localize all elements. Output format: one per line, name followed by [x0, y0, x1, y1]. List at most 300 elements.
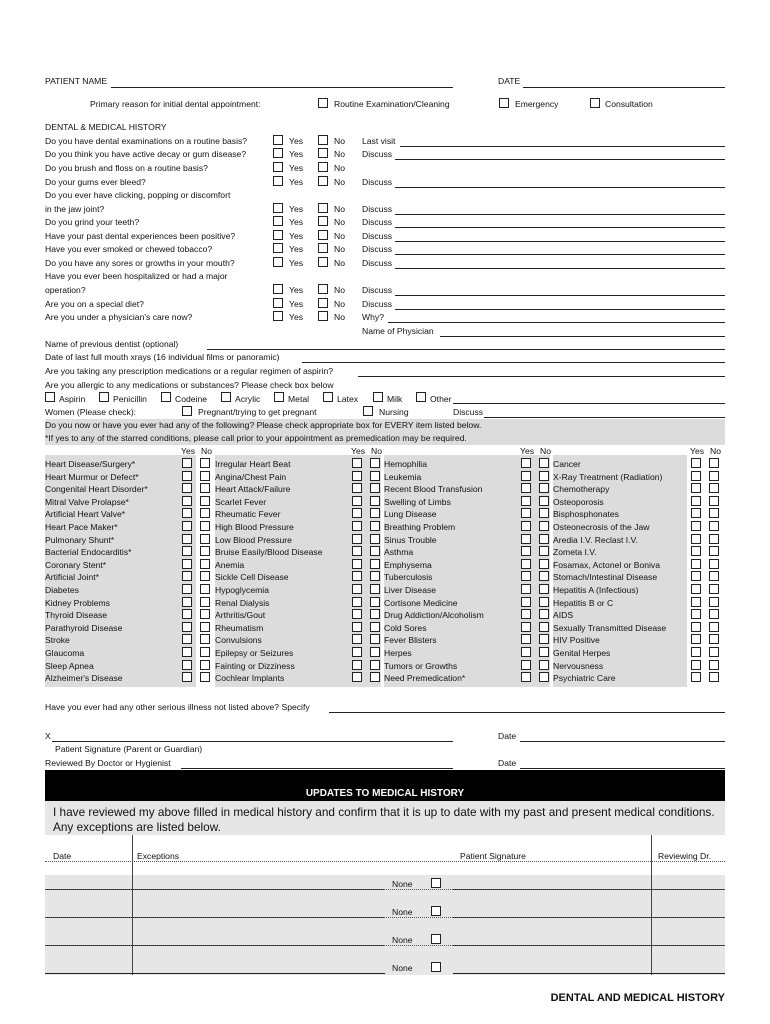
- condition-yes-checkbox[interactable]: [691, 622, 701, 632]
- reviewed-date-field[interactable]: [520, 768, 725, 769]
- condition-no-checkbox[interactable]: [370, 458, 380, 468]
- condition-no-checkbox[interactable]: [539, 483, 549, 493]
- question-text: Have your past dental experiences been positive?: [45, 231, 236, 241]
- question-followup-field[interactable]: [395, 254, 725, 255]
- condition-no-checkbox[interactable]: [709, 609, 719, 619]
- question-followup-field[interactable]: [400, 146, 725, 147]
- condition-yes-checkbox[interactable]: [521, 634, 531, 644]
- condition-yes-checkbox[interactable]: [691, 508, 701, 518]
- conditions-yes-header: Yes: [351, 446, 366, 456]
- question-followup-field[interactable]: [395, 214, 725, 215]
- condition-no-checkbox[interactable]: [370, 546, 380, 556]
- condition-label: Mitral Valve Prolapse*: [45, 497, 129, 507]
- question-yes-checkbox[interactable]: [273, 148, 283, 158]
- condition-yes-checkbox[interactable]: [352, 647, 362, 657]
- question-yes-checkbox[interactable]: [273, 176, 283, 186]
- condition-no-checkbox[interactable]: [709, 521, 719, 531]
- condition-label: Zometa I.V.: [553, 547, 597, 557]
- condition-no-checkbox[interactable]: [709, 660, 719, 670]
- reviewed-date-label: Date: [498, 758, 517, 768]
- question-yes-checkbox[interactable]: [273, 243, 283, 253]
- condition-yes-checkbox[interactable]: [182, 609, 192, 619]
- conditions-yes-header: Yes: [520, 446, 535, 456]
- question-prefix: Have you ever been hospitalized or had a major: [45, 271, 228, 281]
- condition-no-checkbox[interactable]: [200, 471, 210, 481]
- condition-label: Bruise Easily/Blood Disease: [215, 547, 323, 557]
- condition-yes-checkbox[interactable]: [182, 508, 192, 518]
- condition-no-checkbox[interactable]: [370, 571, 380, 581]
- condition-no-checkbox[interactable]: [200, 634, 210, 644]
- question-no-checkbox[interactable]: [318, 284, 328, 294]
- patient-name-field[interactable]: [111, 87, 453, 88]
- condition-no-checkbox[interactable]: [539, 571, 549, 581]
- allergy-checkbox-latex[interactable]: [323, 392, 333, 402]
- condition-label: Rheumatism: [215, 623, 264, 633]
- question-yes-checkbox[interactable]: [273, 284, 283, 294]
- condition-label: Renal Dialysis: [215, 598, 270, 608]
- conditions-no-header: No: [710, 446, 721, 456]
- condition-no-checkbox[interactable]: [370, 559, 380, 569]
- nursing-checkbox[interactable]: [363, 406, 373, 416]
- condition-yes-checkbox[interactable]: [691, 597, 701, 607]
- question-yes-label: Yes: [289, 231, 304, 241]
- condition-yes-checkbox[interactable]: [691, 660, 701, 670]
- aspirin-field[interactable]: [358, 376, 725, 377]
- updates-row-separator: [45, 861, 725, 862]
- condition-yes-checkbox[interactable]: [182, 559, 192, 569]
- condition-yes-checkbox[interactable]: [182, 571, 192, 581]
- condition-label: Breathing Problem: [384, 522, 456, 532]
- condition-yes-checkbox[interactable]: [352, 559, 362, 569]
- condition-label: Epilepsy or Seizures: [215, 648, 294, 658]
- reason-checkbox-emergency[interactable]: [499, 98, 509, 108]
- condition-no-checkbox[interactable]: [370, 647, 380, 657]
- condition-label: Heart Disease/Surgery*: [45, 459, 136, 469]
- condition-label: Leukemia: [384, 472, 422, 482]
- condition-yes-checkbox[interactable]: [182, 521, 192, 531]
- condition-yes-checkbox[interactable]: [691, 471, 701, 481]
- condition-no-checkbox[interactable]: [539, 471, 549, 481]
- condition-no-checkbox[interactable]: [200, 483, 210, 493]
- question-no-checkbox[interactable]: [318, 216, 328, 226]
- condition-no-checkbox[interactable]: [709, 508, 719, 518]
- condition-label: High Blood Pressure: [215, 522, 294, 532]
- condition-label: Heart Murmur or Defect*: [45, 472, 139, 482]
- conditions-instruction-1: Do you now or have you ever had any of the following? Please check appropriate box for EVERY item listed below.: [45, 420, 482, 430]
- allergy-checkbox-milk[interactable]: [373, 392, 383, 402]
- condition-yes-checkbox[interactable]: [182, 458, 192, 468]
- condition-yes-checkbox[interactable]: [521, 597, 531, 607]
- condition-no-checkbox[interactable]: [370, 521, 380, 531]
- condition-yes-checkbox[interactable]: [691, 571, 701, 581]
- condition-yes-checkbox[interactable]: [691, 609, 701, 619]
- updates-none-label: None: [392, 963, 413, 973]
- condition-no-checkbox[interactable]: [370, 508, 380, 518]
- question-text: Do your gums ever bleed?: [45, 177, 146, 187]
- condition-no-checkbox[interactable]: [709, 546, 719, 556]
- question-followup-field[interactable]: [388, 322, 725, 323]
- condition-label: Cortisone Medicine: [384, 598, 458, 608]
- condition-no-checkbox[interactable]: [709, 584, 719, 594]
- condition-yes-checkbox[interactable]: [691, 483, 701, 493]
- updates-none-checkbox[interactable]: [431, 934, 441, 944]
- condition-no-checkbox[interactable]: [370, 471, 380, 481]
- xrays-field[interactable]: [302, 362, 725, 363]
- question-yes-checkbox[interactable]: [273, 216, 283, 226]
- condition-label: Herpes: [384, 648, 412, 658]
- condition-label: Anemia: [215, 560, 245, 570]
- condition-yes-checkbox[interactable]: [182, 647, 192, 657]
- updates-signature-field[interactable]: [453, 973, 725, 974]
- question-followup-label: Discuss: [362, 149, 393, 159]
- physician-name-field[interactable]: [440, 336, 725, 337]
- condition-yes-checkbox[interactable]: [182, 471, 192, 481]
- condition-label: Heart Pace Maker*: [45, 522, 118, 532]
- previous-dentist-label: Name of previous dentist (optional): [45, 339, 179, 349]
- condition-label: Aredia I.V. Reclast I.V.: [553, 535, 638, 545]
- condition-label: Lung Disease: [384, 509, 437, 519]
- question-yes-label: Yes: [289, 136, 304, 146]
- condition-no-checkbox[interactable]: [200, 609, 210, 619]
- condition-yes-checkbox[interactable]: [182, 483, 192, 493]
- condition-yes-checkbox[interactable]: [182, 660, 192, 670]
- condition-no-checkbox[interactable]: [200, 571, 210, 581]
- question-followup-label: Discuss: [362, 217, 393, 227]
- reviewed-by-field[interactable]: [181, 768, 453, 769]
- condition-yes-checkbox[interactable]: [521, 584, 531, 594]
- question-yes-label: Yes: [289, 285, 304, 295]
- condition-label: Fosamax, Actonel or Boniva: [553, 560, 660, 570]
- women-discuss-label: Discuss: [453, 407, 484, 417]
- condition-yes-checkbox[interactable]: [521, 521, 531, 531]
- question-yes-checkbox[interactable]: [273, 311, 283, 321]
- condition-no-checkbox[interactable]: [539, 559, 549, 569]
- condition-yes-checkbox[interactable]: [521, 672, 531, 682]
- condition-label: Thyroid Disease: [45, 610, 108, 620]
- allergy-checkbox-aspirin[interactable]: [45, 392, 55, 402]
- question-yes-checkbox[interactable]: [273, 203, 283, 213]
- condition-yes-checkbox[interactable]: [521, 534, 531, 544]
- conditions-instruction-2: *If yes to any of the starred conditions, please call prior to your appointment as premedication may be required.: [45, 433, 467, 443]
- condition-no-checkbox[interactable]: [370, 483, 380, 493]
- question-yes-checkbox[interactable]: [273, 257, 283, 267]
- condition-no-checkbox[interactable]: [539, 672, 549, 682]
- question-yes-label: Yes: [289, 299, 304, 309]
- condition-no-checkbox[interactable]: [709, 458, 719, 468]
- question-text: in the jaw joint?: [45, 204, 105, 214]
- question-followup-field[interactable]: [395, 241, 725, 242]
- condition-yes-checkbox[interactable]: [521, 609, 531, 619]
- condition-label: Rheumatic Fever: [215, 509, 281, 519]
- condition-no-checkbox[interactable]: [539, 584, 549, 594]
- condition-yes-checkbox[interactable]: [521, 471, 531, 481]
- condition-no-checkbox[interactable]: [709, 622, 719, 632]
- pregnant-checkbox[interactable]: [182, 406, 192, 416]
- question-followup-field[interactable]: [395, 159, 725, 160]
- updates-none-label: None: [392, 879, 413, 889]
- women-label: Women (Please check):: [45, 407, 137, 417]
- condition-label: Arthritis/Gout: [215, 610, 266, 620]
- updates-row-separator: [45, 917, 725, 918]
- date-label: DATE: [498, 76, 521, 86]
- condition-label: Scarlet Fever: [215, 497, 267, 507]
- date-field[interactable]: [523, 87, 725, 88]
- question-no-label: No: [334, 136, 345, 146]
- condition-label: Hypoglycemia: [215, 585, 269, 595]
- condition-no-checkbox[interactable]: [709, 634, 719, 644]
- condition-no-checkbox[interactable]: [370, 534, 380, 544]
- other-illness-field[interactable]: [329, 712, 725, 713]
- condition-yes-checkbox[interactable]: [521, 458, 531, 468]
- updates-divider-2: [651, 835, 652, 975]
- question-no-label: No: [334, 231, 345, 241]
- condition-no-checkbox[interactable]: [370, 584, 380, 594]
- question-no-checkbox[interactable]: [318, 148, 328, 158]
- condition-yes-checkbox[interactable]: [521, 647, 531, 657]
- condition-yes-checkbox[interactable]: [691, 496, 701, 506]
- question-yes-label: Yes: [289, 217, 304, 227]
- condition-no-checkbox[interactable]: [539, 534, 549, 544]
- condition-yes-checkbox[interactable]: [352, 458, 362, 468]
- condition-label: Nervousness: [553, 661, 604, 671]
- condition-label: Glaucoma: [45, 648, 85, 658]
- question-no-checkbox[interactable]: [318, 176, 328, 186]
- condition-label: Fainting or Dizziness: [215, 661, 295, 671]
- condition-no-checkbox[interactable]: [370, 660, 380, 670]
- signature-date-label: Date: [498, 731, 517, 741]
- condition-label: X-Ray Treatment (Radiation): [553, 472, 663, 482]
- condition-no-checkbox[interactable]: [539, 508, 549, 518]
- condition-no-checkbox[interactable]: [709, 496, 719, 506]
- condition-yes-checkbox[interactable]: [352, 471, 362, 481]
- question-text: Do you have dental examinations on a routine basis?: [45, 136, 248, 146]
- question-text: Do you think you have active decay or gum disease?: [45, 149, 247, 159]
- condition-yes-checkbox[interactable]: [691, 634, 701, 644]
- conditions-no-header: No: [371, 446, 382, 456]
- condition-label: Hemophilia: [384, 459, 427, 469]
- condition-no-checkbox[interactable]: [200, 534, 210, 544]
- updates-none-label: None: [392, 907, 413, 917]
- condition-yes-checkbox[interactable]: [182, 534, 192, 544]
- condition-no-checkbox[interactable]: [370, 634, 380, 644]
- condition-no-checkbox[interactable]: [200, 508, 210, 518]
- updates-none-checkbox[interactable]: [431, 962, 441, 972]
- question-followup-field[interactable]: [395, 268, 725, 269]
- conditions-yes-header: Yes: [181, 446, 196, 456]
- condition-no-checkbox[interactable]: [200, 660, 210, 670]
- condition-no-checkbox[interactable]: [200, 496, 210, 506]
- question-no-checkbox[interactable]: [318, 298, 328, 308]
- question-followup-label: Last visit: [362, 136, 396, 146]
- condition-yes-checkbox[interactable]: [352, 534, 362, 544]
- condition-no-checkbox[interactable]: [370, 609, 380, 619]
- question-no-checkbox[interactable]: [318, 257, 328, 267]
- condition-no-checkbox[interactable]: [200, 546, 210, 556]
- question-followup-field[interactable]: [395, 187, 725, 188]
- condition-label: Pulmonary Shunt*: [45, 535, 115, 545]
- condition-no-checkbox[interactable]: [539, 609, 549, 619]
- condition-no-checkbox[interactable]: [200, 622, 210, 632]
- condition-label: Bisphosphonates: [553, 509, 619, 519]
- condition-no-checkbox[interactable]: [370, 622, 380, 632]
- question-no-label: No: [334, 163, 345, 173]
- condition-yes-checkbox[interactable]: [352, 521, 362, 531]
- question-text: Do you grind your teeth?: [45, 217, 140, 227]
- condition-yes-checkbox[interactable]: [352, 508, 362, 518]
- condition-yes-checkbox[interactable]: [691, 672, 701, 682]
- condition-yes-checkbox[interactable]: [352, 609, 362, 619]
- condition-no-checkbox[interactable]: [200, 647, 210, 657]
- condition-label: Emphysema: [384, 560, 432, 570]
- condition-no-checkbox[interactable]: [200, 559, 210, 569]
- condition-yes-checkbox[interactable]: [352, 584, 362, 594]
- question-no-checkbox[interactable]: [318, 311, 328, 321]
- condition-label: Drug Addiction/Alcoholism: [384, 610, 484, 620]
- question-followup-field[interactable]: [395, 295, 725, 296]
- condition-no-checkbox[interactable]: [709, 559, 719, 569]
- allergy-checkbox-metal[interactable]: [274, 392, 284, 402]
- condition-no-checkbox[interactable]: [200, 521, 210, 531]
- question-no-checkbox[interactable]: [318, 243, 328, 253]
- condition-no-checkbox[interactable]: [200, 597, 210, 607]
- condition-no-checkbox[interactable]: [370, 496, 380, 506]
- condition-yes-checkbox[interactable]: [352, 672, 362, 682]
- condition-no-checkbox[interactable]: [709, 483, 719, 493]
- condition-yes-checkbox[interactable]: [521, 508, 531, 518]
- condition-yes-checkbox[interactable]: [352, 597, 362, 607]
- condition-yes-checkbox[interactable]: [691, 521, 701, 531]
- condition-no-checkbox[interactable]: [370, 597, 380, 607]
- previous-dentist-field[interactable]: [207, 349, 725, 350]
- condition-yes-checkbox[interactable]: [691, 559, 701, 569]
- allergy-other-field[interactable]: [453, 403, 725, 404]
- condition-yes-checkbox[interactable]: [521, 559, 531, 569]
- allergy-checkbox-other[interactable]: [416, 392, 426, 402]
- condition-yes-checkbox[interactable]: [691, 534, 701, 544]
- condition-no-checkbox[interactable]: [709, 471, 719, 481]
- condition-label: Chemotherapy: [553, 484, 610, 494]
- condition-label: Alzheimer's Disease: [45, 673, 123, 683]
- condition-no-checkbox[interactable]: [539, 496, 549, 506]
- question-yes-checkbox[interactable]: [273, 298, 283, 308]
- allergy-checkbox-acrylic[interactable]: [221, 392, 231, 402]
- question-yes-label: Yes: [289, 204, 304, 214]
- condition-no-checkbox[interactable]: [709, 597, 719, 607]
- updates-col-reviewing-dr: Reviewing Dr.: [658, 851, 712, 861]
- condition-no-checkbox[interactable]: [200, 672, 210, 682]
- reason-checkbox-routine[interactable]: [318, 98, 328, 108]
- question-yes-checkbox[interactable]: [273, 135, 283, 145]
- condition-no-checkbox[interactable]: [709, 534, 719, 544]
- condition-yes-checkbox[interactable]: [182, 584, 192, 594]
- condition-yes-checkbox[interactable]: [691, 458, 701, 468]
- condition-yes-checkbox[interactable]: [352, 634, 362, 644]
- condition-label: Irregular Heart Beat: [215, 459, 291, 469]
- condition-no-checkbox[interactable]: [539, 521, 549, 531]
- condition-no-checkbox[interactable]: [370, 672, 380, 682]
- condition-label: Bacterial Endocarditis*: [45, 547, 132, 557]
- allergy-checkbox-penicillin[interactable]: [99, 392, 109, 402]
- patient-signature-field[interactable]: [52, 741, 453, 742]
- question-no-checkbox[interactable]: [318, 135, 328, 145]
- reason-checkbox-consultation[interactable]: [590, 98, 600, 108]
- condition-yes-checkbox[interactable]: [521, 660, 531, 670]
- question-no-checkbox[interactable]: [318, 230, 328, 240]
- question-yes-checkbox[interactable]: [273, 162, 283, 172]
- condition-label: Psychiatric Care: [553, 673, 616, 683]
- question-yes-checkbox[interactable]: [273, 230, 283, 240]
- condition-no-checkbox[interactable]: [539, 622, 549, 632]
- question-followup-label: Discuss: [362, 285, 393, 295]
- condition-yes-checkbox[interactable]: [182, 672, 192, 682]
- updates-exception-field[interactable]: [45, 973, 385, 974]
- condition-no-checkbox[interactable]: [709, 571, 719, 581]
- condition-no-checkbox[interactable]: [200, 584, 210, 594]
- condition-no-checkbox[interactable]: [539, 546, 549, 556]
- condition-yes-checkbox[interactable]: [521, 622, 531, 632]
- question-followup-field[interactable]: [395, 309, 725, 310]
- question-followup-field[interactable]: [395, 227, 725, 228]
- condition-yes-checkbox[interactable]: [521, 483, 531, 493]
- condition-no-checkbox[interactable]: [709, 672, 719, 682]
- condition-yes-checkbox[interactable]: [352, 483, 362, 493]
- updates-divider-1: [132, 835, 133, 975]
- condition-no-checkbox[interactable]: [539, 647, 549, 657]
- condition-no-checkbox[interactable]: [539, 597, 549, 607]
- condition-yes-checkbox[interactable]: [182, 546, 192, 556]
- condition-label: Stomach/Intestinal Disease: [553, 572, 658, 582]
- condition-yes-checkbox[interactable]: [182, 622, 192, 632]
- signature-date-field[interactable]: [520, 741, 725, 742]
- question-no-checkbox[interactable]: [318, 203, 328, 213]
- allergy-label-acrylic: Acrylic: [235, 394, 261, 404]
- condition-no-checkbox[interactable]: [709, 647, 719, 657]
- condition-yes-checkbox[interactable]: [182, 634, 192, 644]
- condition-yes-checkbox[interactable]: [352, 546, 362, 556]
- condition-yes-checkbox[interactable]: [521, 546, 531, 556]
- condition-yes-checkbox[interactable]: [352, 571, 362, 581]
- condition-label: Coronary Stent*: [45, 560, 107, 570]
- condition-yes-checkbox[interactable]: [691, 584, 701, 594]
- condition-yes-checkbox[interactable]: [352, 660, 362, 670]
- condition-yes-checkbox[interactable]: [182, 597, 192, 607]
- updates-none-checkbox[interactable]: [431, 906, 441, 916]
- allergy-checkbox-codeine[interactable]: [161, 392, 171, 402]
- allergy-label-latex: Latex: [337, 394, 359, 404]
- question-prefix: Do you ever have clicking, popping or discomfort: [45, 190, 231, 200]
- condition-yes-checkbox[interactable]: [521, 496, 531, 506]
- condition-yes-checkbox[interactable]: [352, 622, 362, 632]
- question-no-label: No: [334, 204, 345, 214]
- women-discuss-field[interactable]: [484, 417, 725, 418]
- condition-no-checkbox[interactable]: [539, 660, 549, 670]
- condition-yes-checkbox[interactable]: [691, 647, 701, 657]
- condition-yes-checkbox[interactable]: [521, 571, 531, 581]
- condition-no-checkbox[interactable]: [539, 458, 549, 468]
- condition-yes-checkbox[interactable]: [352, 496, 362, 506]
- condition-yes-checkbox[interactable]: [182, 496, 192, 506]
- question-followup-label: Why?: [362, 312, 384, 322]
- condition-no-checkbox[interactable]: [539, 634, 549, 644]
- updates-none-checkbox[interactable]: [431, 878, 441, 888]
- question-no-checkbox[interactable]: [318, 162, 328, 172]
- reason-label-consultation: Consultation: [605, 99, 653, 109]
- updates-row-separator: [45, 945, 725, 946]
- conditions-no-header: No: [540, 446, 551, 456]
- condition-no-checkbox[interactable]: [200, 458, 210, 468]
- condition-yes-checkbox[interactable]: [691, 546, 701, 556]
- condition-label: Liver Disease: [384, 585, 437, 595]
